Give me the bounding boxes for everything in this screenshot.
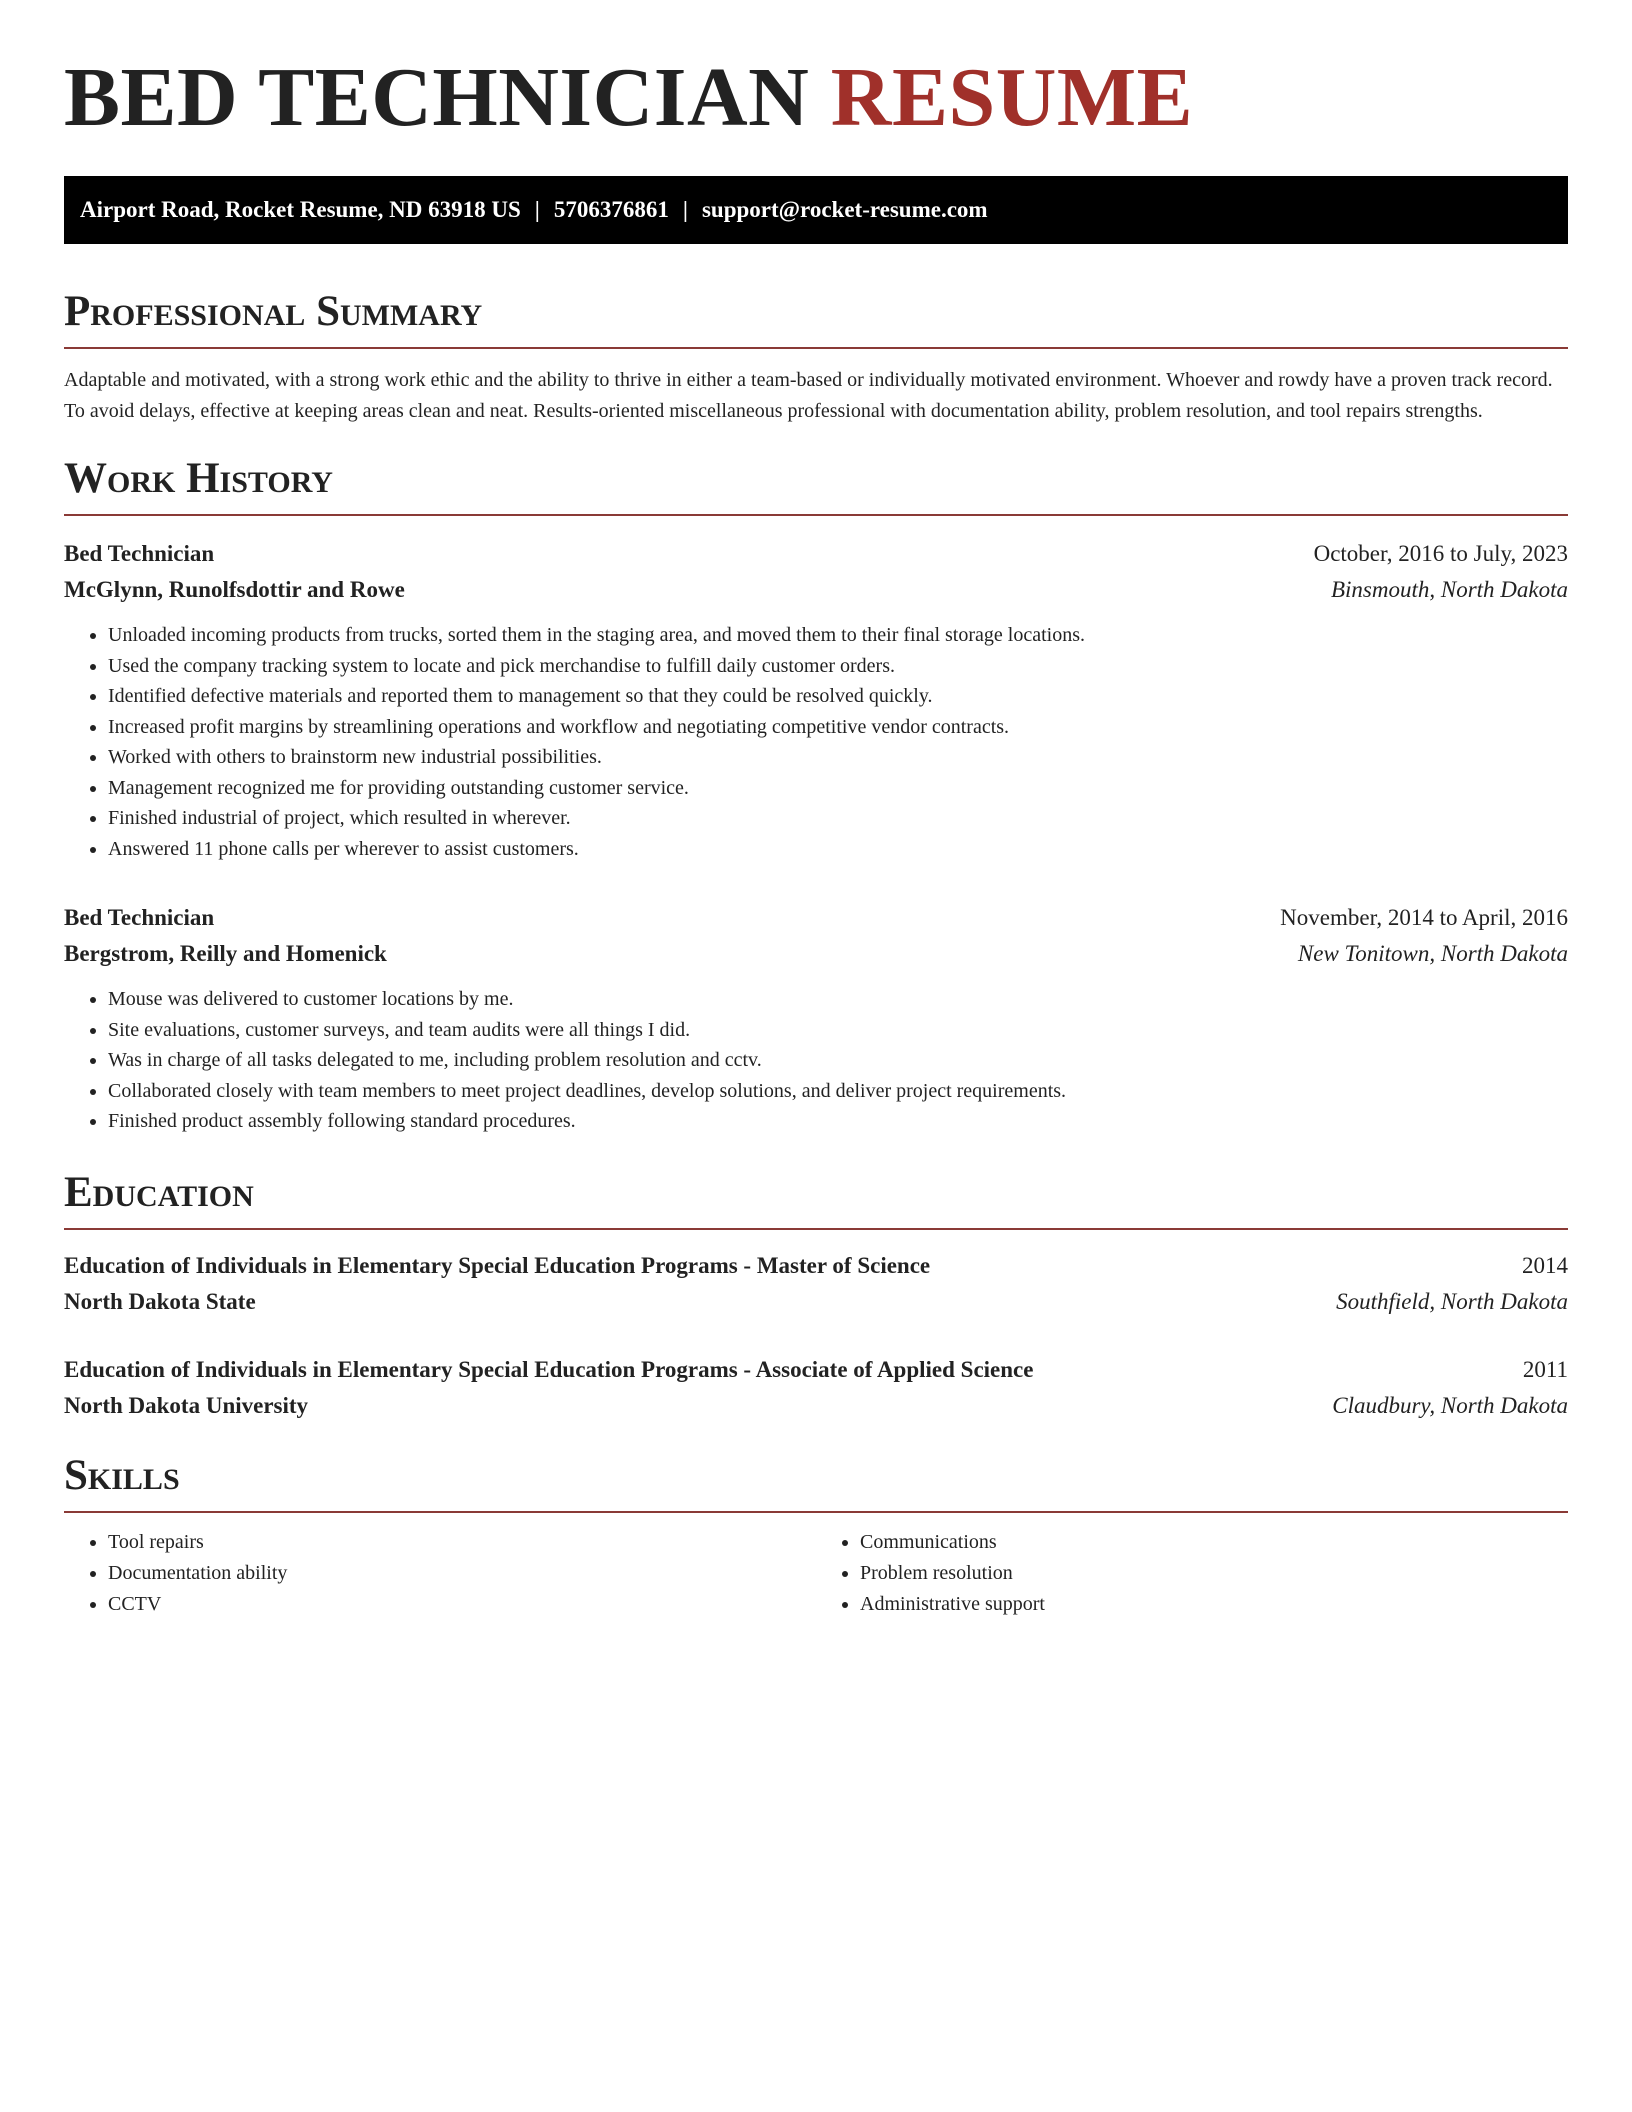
list-item: • Unloaded incoming products from trucks, sorted them in the staging area, and moved them to their final storage locations. <box>108 620 1568 651</box>
contact-separator: | <box>534 197 540 222</box>
education-school: North Dakota State <box>64 1288 256 1314</box>
list-item: • Collaborated closely with team members to meet project deadlines, develop solutions, and deliver project requirements. <box>108 1076 1568 1107</box>
list-item: • Used the company tracking system to locate and pick merchandise to fulfill daily customer orders. <box>108 651 1568 682</box>
list-item: • Problem resolution <box>860 1558 1568 1589</box>
education-location: Southfield, North Dakota <box>1336 1288 1568 1314</box>
skills-column-left <box>64 1527 816 1620</box>
list-item: • Mouse was delivered to customer locations by me. <box>108 984 1568 1015</box>
education-location: Claudbury, North Dakota <box>1332 1392 1568 1418</box>
list-item: • Tool repairs <box>108 1527 816 1558</box>
list-item: • Management recognized me for providing outstanding customer service. <box>108 773 1568 804</box>
education-school: North Dakota University <box>64 1392 309 1418</box>
contact-email[interactable]: support@rocket-resume.com <box>701 197 988 222</box>
job-title: Bed Technician <box>64 905 215 930</box>
contact-separator: | <box>682 197 688 222</box>
summary-text: Adaptable and motivated, with a strong work ethic and the ability to thrive in either a team-based or individually motivated environment. Whoever and rowdy have a proven track record. To avoid delays, effective at keeping areas clean and neat. Results-oriented miscellaneous professional with documentation ability, problem resolution, and tool repairs strengths. <box>64 369 1553 422</box>
list-item: • Administrative support <box>860 1589 1568 1620</box>
contact-bar <box>64 176 1568 244</box>
job-location: Binsmouth, North Dakota <box>1330 577 1568 602</box>
list-item: • Worked with others to brainstorm new industrial possibilities. <box>108 742 1568 773</box>
list-item: • Communications <box>860 1527 1568 1558</box>
job-dates: November, 2014 to April, 2016 <box>1280 905 1568 930</box>
job-entry <box>64 536 1568 864</box>
contact-address: Airport Road, Rocket Resume, ND 63918 US <box>80 197 521 222</box>
education-heading: Education <box>64 1171 1568 1230</box>
title-main: BED TECHNICIAN <box>64 51 810 144</box>
education-entry <box>64 1352 1568 1424</box>
skills-column-right <box>816 1527 1568 1620</box>
work-history-heading: Work History <box>64 457 1568 516</box>
education-entry <box>64 1248 1568 1320</box>
title-accent: RESUME <box>830 51 1194 144</box>
contact-phone[interactable]: 5706376861 <box>553 197 669 222</box>
skills-list <box>64 1527 1568 1620</box>
list-item: • Was in charge of all tasks delegated to me, including problem resolution and cctv. <box>108 1045 1568 1076</box>
list-item: • Answered 11 phone calls per wherever to assist customers. <box>108 834 1568 865</box>
summary-heading: Professional Summary <box>64 290 1568 349</box>
job-location: New Tonitown, North Dakota <box>1297 941 1568 966</box>
education-year: 2014 <box>1522 1252 1568 1278</box>
job-dates: October, 2016 to July, 2023 <box>1313 541 1568 566</box>
list-item: • Site evaluations, customer surveys, and team audits were all things I did. <box>108 1015 1568 1046</box>
education-year: 2011 <box>1522 1356 1568 1382</box>
job-duties <box>64 984 1568 1137</box>
list-item: • Increased profit margins by streamlining operations and workflow and negotiating competitive vendor contracts. <box>108 712 1568 743</box>
list-item: • Finished product assembly following standard procedures. <box>108 1106 1568 1137</box>
resume-title <box>64 51 1568 144</box>
job-title: Bed Technician <box>64 541 215 566</box>
list-item: • Documentation ability <box>108 1558 816 1589</box>
job-company: McGlynn, Runolfsdottir and Rowe <box>64 577 405 602</box>
job-duties <box>64 620 1568 864</box>
job-company: Bergstrom, Reilly and Homenick <box>64 941 387 966</box>
skills-heading: Skills <box>64 1454 1568 1513</box>
list-item: • CCTV <box>108 1589 816 1620</box>
education-degree: Education of Individuals in Elementary Special Education Programs - Associate of Applied Science <box>64 1356 1034 1382</box>
education-degree: Education of Individuals in Elementary Special Education Programs - Master of Science <box>64 1252 931 1278</box>
job-entry <box>64 900 1568 1137</box>
list-item: • Identified defective materials and reported them to management so that they could be resolved quickly. <box>108 681 1568 712</box>
list-item: • Finished industrial of project, which resulted in wherever. <box>108 803 1568 834</box>
